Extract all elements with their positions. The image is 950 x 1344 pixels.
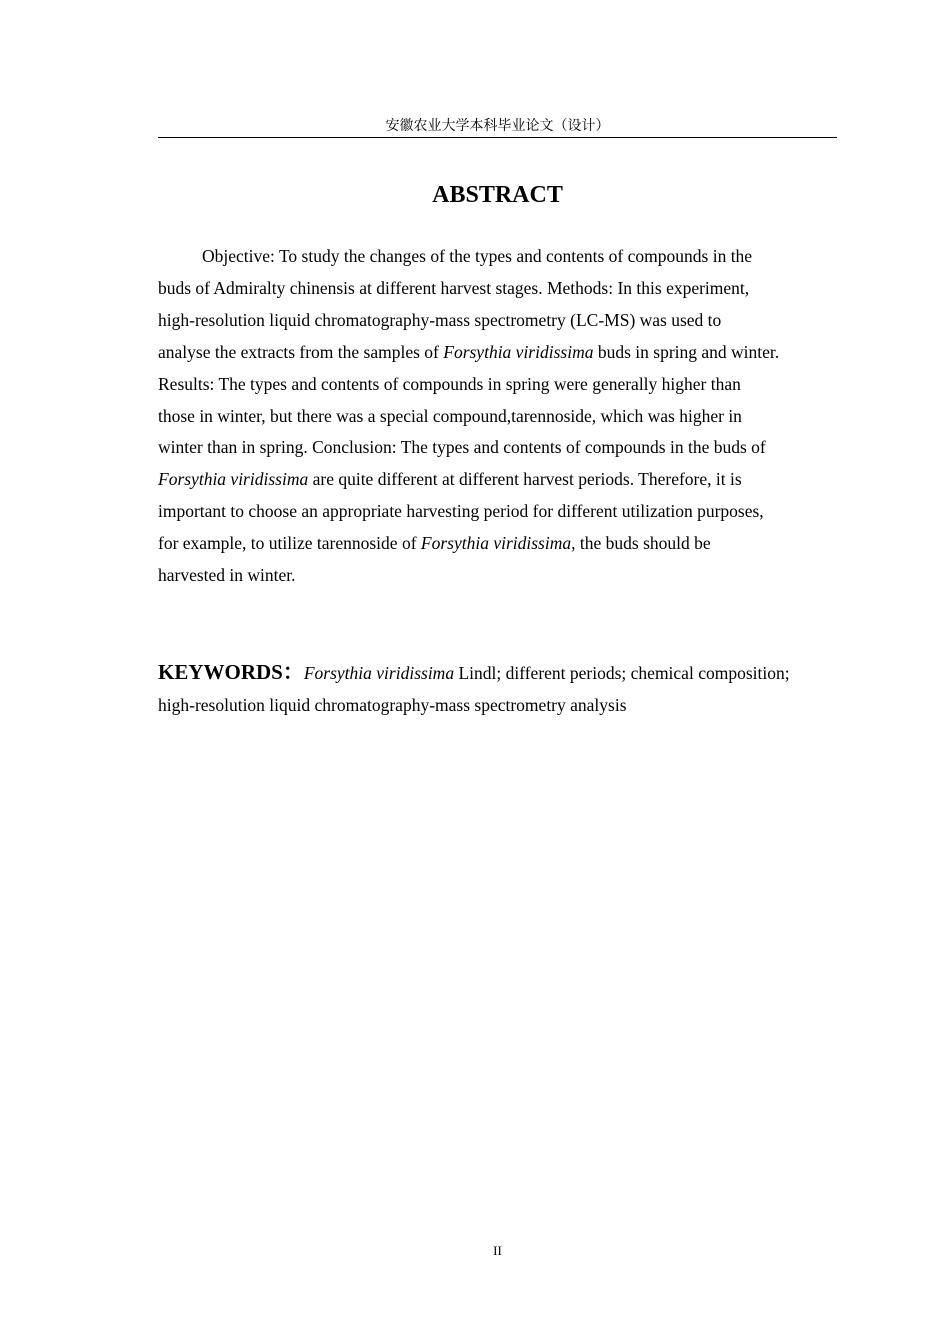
abstract-line-2: buds of Admiralty chinensis at different harvest stages. Methods: In this experiment, xyxy=(158,277,750,298)
abstract-text: for example, to utilize tarennoside of xyxy=(158,533,421,554)
abstract-body xyxy=(158,241,842,592)
abstract-line-10 xyxy=(158,528,842,560)
keywords xyxy=(158,656,842,721)
keywords-text: Lindl; different periods; chemical composition; xyxy=(454,663,790,683)
species-name: Forsythia viridissima xyxy=(303,663,455,683)
abstract-text: analyse the extracts from the samples of xyxy=(158,341,444,362)
header-rule xyxy=(158,137,837,138)
abstract-text: are quite different at different harvest periods. Therefore, it is xyxy=(308,469,742,490)
abstract-line-4 xyxy=(158,337,842,369)
page-number: II xyxy=(493,1243,502,1258)
species-name: Forsythia viridissima, xyxy=(420,533,576,554)
abstract-line-1: Objective: To study the changes of the types and contents of compounds in the xyxy=(202,246,753,266)
running-header: 安徽农业大学本科毕业论文（设计） xyxy=(385,118,610,134)
species-name: Forsythia viridissima xyxy=(158,469,309,490)
keywords-label: KEYWORDS： xyxy=(158,660,304,684)
keywords-line-1 xyxy=(158,656,842,689)
abstract-line-3: high-resolution liquid chromatography-mass spectrometry (LC-MS) was used to xyxy=(158,309,722,330)
abstract-line-8 xyxy=(158,464,842,496)
page-title: ABSTRACT xyxy=(432,182,563,208)
keywords-line-2: high-resolution liquid chromatography-mass spectrometry analysis xyxy=(158,695,627,715)
abstract-line-9: important to choose an appropriate harvesting period for different utilization purposes, xyxy=(158,501,764,522)
abstract-line-11: harvested in winter. xyxy=(158,565,296,586)
species-name: Forsythia viridissima xyxy=(443,341,594,362)
abstract-line-5: Results: The types and contents of compounds in spring were generally higher than xyxy=(158,373,741,394)
abstract-text: buds in spring and winter. xyxy=(593,341,780,362)
abstract-line-7: winter than in spring. Conclusion: The types and contents of compounds in the buds of xyxy=(158,437,766,458)
abstract-text: the buds should be xyxy=(575,533,711,554)
abstract-line-6: those in winter, but there was a special compound,tarennoside, which was higher in xyxy=(158,405,742,426)
